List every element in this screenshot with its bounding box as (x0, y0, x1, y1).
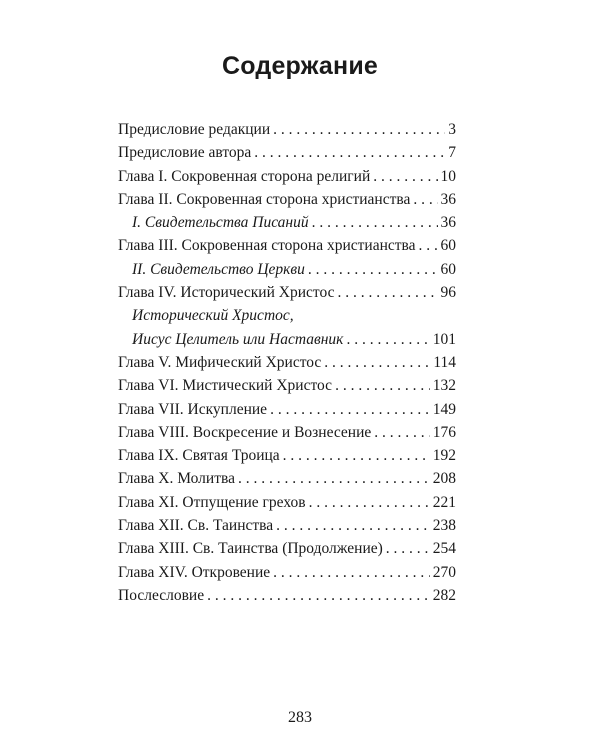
leader-dots (324, 351, 430, 374)
toc-entry-page: 10 (440, 167, 456, 185)
toc-entry[interactable] (118, 421, 456, 444)
leader-dots (308, 258, 438, 281)
toc-entry-page: 101 (432, 330, 456, 348)
toc-subentry[interactable] (118, 328, 456, 351)
leader-dots (309, 491, 430, 514)
toc-entry-label: Глава VII. Искупление (118, 400, 268, 418)
toc-entry[interactable] (118, 537, 456, 560)
toc-entry-page: 36 (440, 190, 456, 208)
leader-dots (273, 561, 430, 584)
leader-dots (238, 467, 430, 490)
toc-entry-page: 7 (448, 144, 456, 162)
toc-subentry[interactable] (118, 211, 456, 234)
toc-entry-label: Исторический Христос, (132, 307, 294, 325)
toc-entry-label: Глава IV. Исторический Христос (118, 284, 335, 302)
toc-entry[interactable] (118, 281, 456, 304)
toc-entry-label: Глава XIV. Откровение (118, 563, 271, 581)
leader-dots (207, 584, 430, 607)
toc-entry-page: 60 (440, 260, 456, 278)
toc-entry-page: 36 (440, 214, 456, 232)
leader-dots (283, 444, 430, 467)
toc-entry[interactable] (118, 165, 456, 188)
toc-entry-page: 270 (432, 563, 456, 581)
toc-subentry[interactable] (118, 258, 456, 281)
toc-entry[interactable] (118, 118, 456, 141)
toc-entry-label: Глава III. Сокровенная сторона христианства (118, 237, 416, 255)
toc-entry[interactable] (118, 467, 456, 490)
toc-entry-label: Глава I. Сокровенная сторона религий (118, 167, 371, 185)
toc-entry-label: Послесловие (118, 586, 205, 604)
toc-entry-label: Глава VI. Мистический Христос (118, 377, 333, 395)
toc-entry-label: Глава XII. Св. Таинства (118, 517, 274, 535)
toc-entry-label: Глава X. Молитва (118, 470, 235, 488)
table-of-contents (118, 118, 456, 607)
leader-dots (335, 374, 430, 397)
toc-entry-label: Предисловие редакции (118, 121, 271, 138)
leader-dots (373, 165, 437, 188)
toc-entry[interactable] (118, 444, 456, 467)
toc-entry-page: 254 (432, 540, 456, 558)
leader-dots (276, 514, 430, 537)
toc-entry-page: 60 (440, 237, 456, 255)
toc-entry-page: 114 (433, 353, 456, 371)
leader-dots (273, 118, 445, 141)
toc-entry-page: 149 (432, 400, 456, 418)
leader-dots (374, 421, 429, 444)
toc-entry-page: 282 (432, 586, 456, 604)
toc-entry-page: 192 (432, 447, 456, 465)
leader-dots (337, 281, 437, 304)
leader-dots (270, 398, 430, 421)
page-title: Содержание (221, 52, 379, 80)
leader-dots (254, 141, 445, 164)
toc-entry[interactable] (118, 584, 456, 607)
toc-entry-page: 208 (432, 470, 456, 488)
toc-entry[interactable] (118, 188, 456, 211)
toc-entry-label: Глава II. Сокровенная сторона христианства (118, 190, 411, 208)
toc-entry-label: Глава VIII. Воскресение и Вознесение (118, 423, 372, 441)
toc-entry[interactable] (118, 561, 456, 584)
leader-dots (386, 537, 430, 560)
toc-entry-page: 176 (432, 423, 456, 441)
toc-entry-label: Глава XI. Отпущение грехов (118, 493, 306, 511)
toc-entry-label: Глава IX. Святая Троица (118, 447, 280, 465)
toc-entry-label: Глава XIII. Св. Таинства (Продолжение) (118, 540, 383, 558)
toc-subentry[interactable] (118, 304, 456, 327)
toc-entry[interactable] (118, 351, 456, 374)
leader-dots (419, 234, 438, 257)
toc-entry[interactable] (118, 514, 456, 537)
toc-entry[interactable] (118, 398, 456, 421)
leader-dots (346, 328, 429, 351)
toc-entry-page: 3 (448, 121, 456, 138)
toc-entry-page: 96 (440, 284, 456, 302)
leader-dots (312, 211, 438, 234)
leader-dots (413, 188, 437, 211)
toc-entry[interactable] (118, 234, 456, 257)
toc-entry-page: 132 (432, 377, 456, 395)
toc-entry-page: 221 (432, 493, 456, 511)
toc-entry[interactable] (118, 491, 456, 514)
toc-entry-label: Иисус Целитель или Наставник (132, 330, 344, 348)
toc-entry[interactable] (118, 141, 456, 164)
toc-entry-label: Глава V. Мифический Христос (118, 353, 322, 371)
toc-entry-page: 238 (432, 517, 456, 535)
toc-entry[interactable] (118, 374, 456, 397)
toc-entry-label: I. Свидетельства Писаний (132, 214, 309, 232)
toc-entry-label: Предисловие автора (118, 144, 252, 162)
toc-entry-label: II. Свидетельство Церкви (132, 260, 305, 278)
page-number: 283 (288, 709, 312, 726)
